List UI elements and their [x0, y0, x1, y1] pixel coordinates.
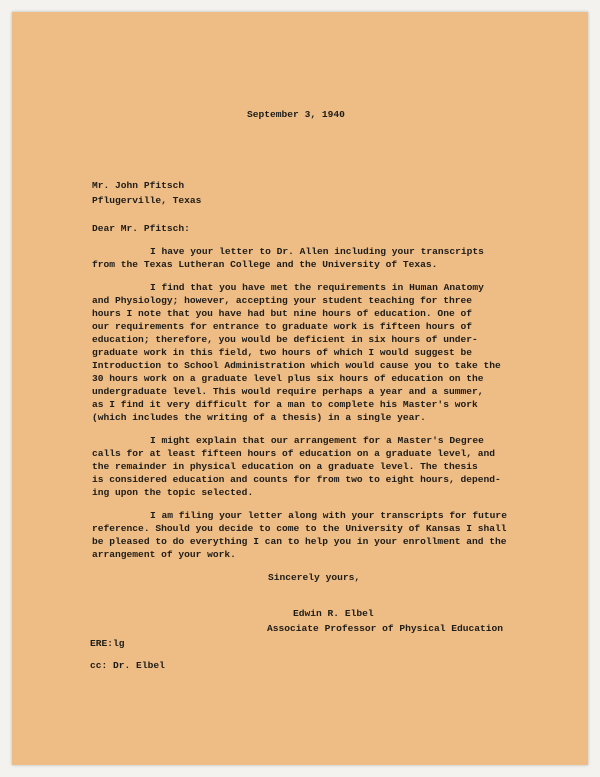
- paragraph-line: from the Texas Lutheran College and the University of Texas.: [92, 259, 438, 270]
- paragraph-line: I might explain that our arrangement for a Master's Degree: [150, 435, 484, 446]
- letter-date: September 3, 1940: [247, 109, 345, 120]
- carbon-copy: cc: Dr. Elbel: [90, 660, 165, 671]
- paragraph-line: I am filing your letter along with your transcripts for future: [150, 510, 507, 521]
- paragraph-line: as I find it very difficult for a man to complete his Master's work: [92, 399, 478, 410]
- paragraph-line: 30 hours work on a graduate level plus six hours of education on the: [92, 373, 484, 384]
- paragraph-line: the remainder in physical education on a graduate level. The thesis: [92, 461, 478, 472]
- typist-initials: ERE:lg: [90, 638, 125, 649]
- signer-title: Associate Professor of Physical Education: [267, 623, 504, 634]
- paragraph-line: and Physiology; however, accepting your student teaching for three: [92, 295, 472, 306]
- signer-name: Edwin R. Elbel: [293, 608, 374, 619]
- paragraph-line: (which includes the writing of a thesis) in a single year.: [92, 412, 426, 423]
- paragraph-line: undergraduate level. This would require perhaps a year and a summer,: [92, 386, 484, 397]
- paragraph-line: I find that you have met the requirements in Human Anatomy: [150, 282, 484, 293]
- paragraph-line: graduate work in this field, two hours of which I would suggest be: [92, 347, 472, 358]
- paragraph-line: ing upon the topic selected.: [92, 487, 254, 498]
- closing: Sincerely yours,: [268, 572, 361, 583]
- paragraph-line: hours I note that you have had but nine hours of education. One of: [92, 308, 472, 319]
- paragraph-line: Introduction to School Administration which would cause you to take the: [92, 360, 501, 371]
- paragraph-line: be pleased to do everything I can to help you in your enrollment and the: [92, 536, 507, 547]
- paragraph-line: I have your letter to Dr. Allen including your transcripts: [150, 246, 484, 257]
- recipient-city: Pflugerville, Texas: [92, 195, 202, 206]
- paragraph-line: reference. Should you decide to come to the University of Kansas I shall: [92, 523, 507, 534]
- paragraph-line: calls for at least fifteen hours of education on a graduate level, and: [92, 448, 496, 459]
- paragraph-line: education; therefore, you would be deficient in six hours of under-: [92, 334, 478, 345]
- paragraph-line: our requirements for entrance to graduate work is fifteen hours of: [92, 321, 472, 332]
- recipient-name: Mr. John Pfitsch: [92, 180, 185, 191]
- letter-page: [12, 12, 588, 765]
- salutation: Dear Mr. Pfitsch:: [92, 223, 190, 234]
- paragraph-line: is considered education and counts for from two to eight hours, depend-: [92, 474, 501, 485]
- paragraph-line: arrangement of your work.: [92, 549, 236, 560]
